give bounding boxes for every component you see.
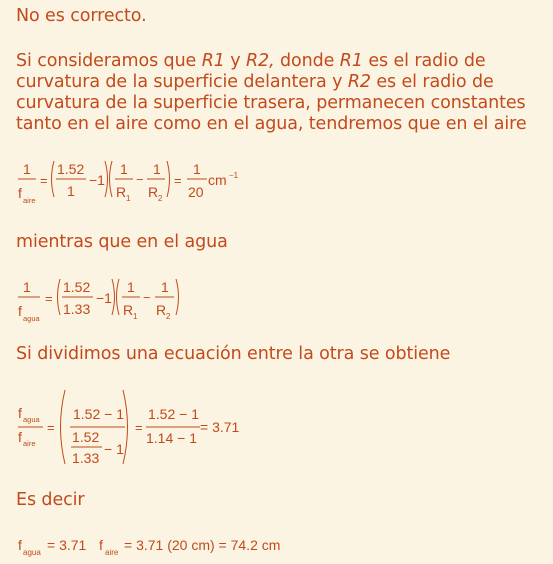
eq1-res-num: 1 xyxy=(193,161,201,177)
eq1-f: f xyxy=(18,185,22,201)
eq1-r2-sub: 2 xyxy=(158,194,163,203)
eq4-rest: = 3.71 (20 cm) = 74.2 cm xyxy=(124,537,281,553)
eq4-eq-a: = 3.71 xyxy=(47,537,87,553)
eq2-n: 1.52 xyxy=(63,279,91,295)
eq1-unit: cm xyxy=(208,172,227,188)
text-no-es-correcto: No es correcto. xyxy=(16,6,147,26)
eq1-res-den: 20 xyxy=(188,184,204,200)
eq1-unit-exp: −1 xyxy=(229,171,239,180)
text-r2: R2 xyxy=(347,72,371,92)
eq1-n-den: 1 xyxy=(67,183,75,199)
eq2-f: f xyxy=(18,303,22,319)
eq3-frac2-den: 1.14 − 1 xyxy=(146,430,197,446)
eq1-frac-one-b: 1 xyxy=(153,161,161,177)
eq2-minus: − xyxy=(143,290,151,305)
text-r2: R2, xyxy=(245,51,275,71)
eq2-frac-one-a: 1 xyxy=(127,279,135,295)
eq2-equals: = xyxy=(45,291,53,306)
text-explanation-radii xyxy=(16,51,546,135)
eq1-equals-2: = xyxy=(174,173,182,188)
eq3-inner-den: 1.33 xyxy=(72,450,100,466)
equation-result xyxy=(16,533,336,564)
eq2-sub-agua: agua xyxy=(23,314,40,323)
eq2-frac-one-b: 1 xyxy=(161,279,169,295)
eq4-sub-agua: agua xyxy=(23,548,41,557)
eq2-r1-sub: 1 xyxy=(133,312,138,321)
text-segment: es el radio de curvatura de la superficie delantera y xyxy=(16,51,486,92)
eq3-result: = 3.71 xyxy=(200,419,240,435)
eq3-top: 1.52 − 1 xyxy=(73,406,124,422)
text-r1: R1 xyxy=(339,51,363,71)
eq3-f-den: f xyxy=(18,429,22,445)
eq2-minus1: −1 xyxy=(96,290,112,306)
eq4-f-agua: f xyxy=(18,537,22,553)
eq1-minus1: −1 xyxy=(89,172,105,188)
eq1-r1: R xyxy=(116,184,127,200)
eq4-f-aire: f xyxy=(99,537,103,553)
eq1-equals: = xyxy=(40,173,48,188)
eq1-n: 1.52 xyxy=(57,161,85,177)
eq1-r2: R xyxy=(148,184,159,200)
text-segment: y xyxy=(224,51,246,71)
text-segment: Si consideramos que xyxy=(16,51,202,71)
eq3-inner-num: 1.52 xyxy=(72,429,100,445)
eq1-r1-sub: 1 xyxy=(126,194,131,203)
equation-ratio xyxy=(16,387,256,477)
text-r1: R1 xyxy=(201,51,225,71)
eq2-one: 1 xyxy=(23,279,31,295)
eq3-sub-aire: aire xyxy=(23,439,36,448)
eq2-n-den: 1.33 xyxy=(63,301,91,317)
eq1-sub-aire: aire xyxy=(23,196,36,205)
equation-aire xyxy=(16,157,246,214)
eq2-r2: R xyxy=(156,302,167,318)
eq2-r1: R xyxy=(123,302,134,318)
eq3-frac2-num: 1.52 − 1 xyxy=(148,406,199,422)
equation-agua xyxy=(16,275,206,332)
eq3-f-num: f xyxy=(18,405,22,421)
text-segment: donde xyxy=(274,51,340,71)
text-en-el-agua: mientras que en el agua xyxy=(16,232,228,252)
text-es-decir: Es decir xyxy=(16,490,85,510)
eq3-equals: = xyxy=(47,420,55,435)
eq1-minus: − xyxy=(136,172,144,187)
eq2-r2-sub: 2 xyxy=(166,312,171,321)
eq1-one: 1 xyxy=(23,161,31,177)
text-dividimos: Si dividimos una ecuación entre la otra se obtiene xyxy=(16,344,451,364)
eq3-sub-agua: agua xyxy=(23,415,40,424)
eq1-frac-one-a: 1 xyxy=(120,161,128,177)
text-segment: es el radio de curvatura de la superficie trasera, permanecen constantes tanto en el aire como en el agua, tendremos que en el aire xyxy=(16,72,527,134)
eq3-equals-2: = xyxy=(135,420,143,435)
eq3-minus1: − 1 xyxy=(104,441,124,457)
eq4-sub-aire: aire xyxy=(105,548,119,557)
